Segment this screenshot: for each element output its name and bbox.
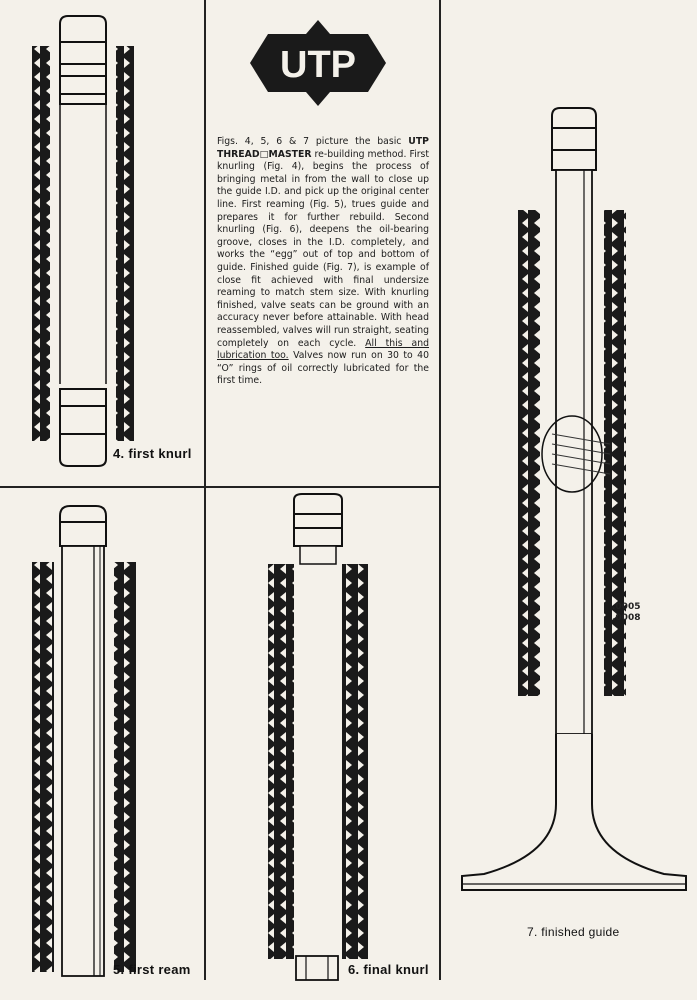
divider-vertical-left <box>204 0 206 487</box>
logo-text: UTP <box>280 44 356 86</box>
utp-logo <box>250 20 386 106</box>
description-text <box>217 136 429 388</box>
tolerance-bottom: .0008 <box>612 613 641 623</box>
figure-5-first-ream <box>28 502 143 980</box>
figure-5-caption: 5. first ream <box>113 962 191 977</box>
divider-horizontal <box>0 486 440 488</box>
description-part1: Figs. 4, 5, 6 & 7 picture the basic <box>217 136 409 147</box>
figure-6-caption: 6. final knurl <box>348 962 429 977</box>
figure-6-final-knurl <box>262 492 377 982</box>
description-part3: Valves now run on 30 to 40 “O” rings of oil correctly lubricated for the first time. <box>217 350 429 387</box>
figure-7-finished-guide <box>456 104 696 900</box>
figure-4-first-knurl <box>28 14 143 474</box>
divider-vertical-left-lower <box>204 487 206 980</box>
brand-name: UTP THREAD□MASTER <box>217 136 429 160</box>
figure-7-caption: 7. finished guide <box>527 925 620 939</box>
description-part2: re-building method. First knurling (Fig. 4), begins the process of bringing metal in from the wall to close up the guide I.D. and pick up the original center line. First reaming (Fig. 5), trues guide and prepares it for further rebuild. Second knurling (Fig. 6), deepens the oil-bearing groove, closes in the I.D. completely, and works the “egg” out of top and bottom of guide. Finished guide (Fig. 7), is example of close fit achieved with final undersize reaming to match stem size. With knurling finished, valve seats can be ground with an accuracy never before attainable. With head reassembled, valves will run straight, seating completely on each cycle. <box>217 148 430 349</box>
description-emphasis: All this and lubrication too. <box>217 337 429 362</box>
tolerance-top: .0005 <box>612 602 641 612</box>
figure-4-caption: 4. first knurl <box>113 446 192 461</box>
divider-vertical-right <box>439 0 441 980</box>
